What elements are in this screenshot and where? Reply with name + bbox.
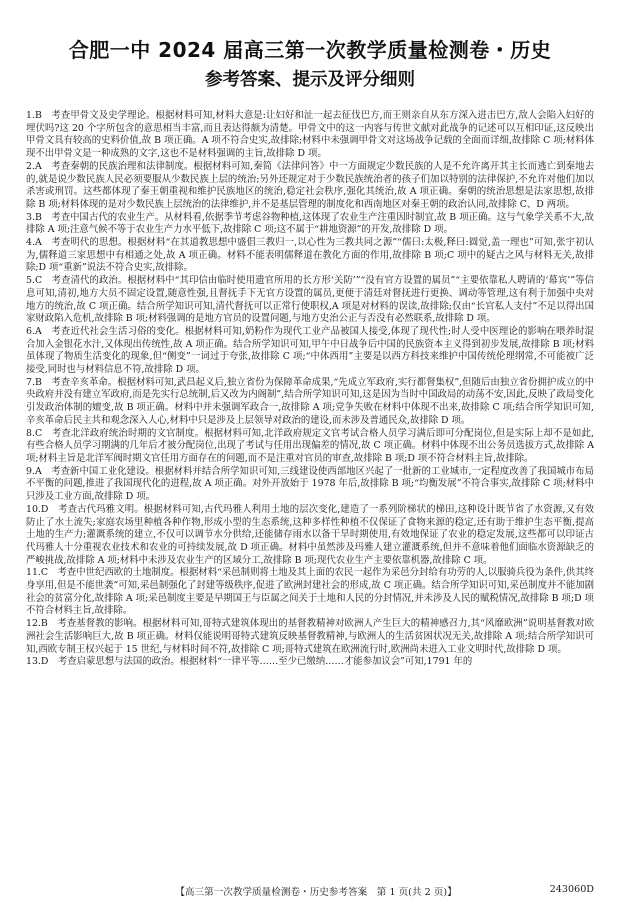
item-explanation: 考查启蒙思想与法国的政治。根据材料“一律平等……至少已缴纳……才能参加议会”可知,1791 年的 (57, 656, 473, 668)
answer-item-10 (26, 504, 594, 568)
item-explanation: 考查基督教的影响。根据材料可知,哥特式建筑体现出的基督教精神对欧洲人产生巨大的精神感召力,其“风靡欧洲”说明基督教对欧洲社会生活影响巨大,故 B 项正确。材料仅能说明哥特式建筑反映基督教精神,与欧洲人的生活贫困状况无关,故排除 A 项;结合所学知识可知,西欧专制王权兴起于 15 世纪,与材料时间不符,故排除 C 项;哥特式建筑在欧洲流行时,欧洲尚未进入工业文明时代,故排除 D 项。 (26, 618, 594, 655)
footer-code: 243060D (549, 884, 594, 895)
answer-item-13 (26, 656, 594, 669)
item-answer: A (34, 237, 42, 249)
answer-item-7 (26, 377, 594, 428)
item-answer: A (34, 465, 42, 477)
item-answer: D (40, 656, 49, 668)
item-explanation: 考查近代社会生活习俗的变化。根据材料可知,奶粉作为现代工业产品被国人接受,体现了现代性;时人受中医理论的影响在喂养时混合加入金银花水汁,又体现出传统性,故 A 项正确。结合所学知识可知,甲午中日战争后中国的民族资本主义得到初步发展,故排除 B 项;材料虽体现了物质生活变化的现象,但“侧变”一词过于夸张,故排除 C 项;“中体西用”主要是以西方科技来维护中国传统伦理纲常,不可能被广泛接受,同时也与材料信息不符,故排除 D 项。 (26, 325, 594, 376)
item-explanation: 考查明代的思想。根据材料“在其道教思想中盛倡三教归一,以心性为三教共同之源”“儒曰:太极,释曰:圆觉,盖一理也”可知,张宇初认为,儒释道三家思想中有相通之处,故 A 项正确。材料不能表明儒释道在教化方面的作用,故排除 B 项;C 项中的疑古之风与材料无关,故排除;D 项“重新”说法不符合史实,故排除。 (26, 237, 594, 274)
answer-item-8 (26, 428, 594, 466)
answer-item-4 (26, 237, 594, 275)
item-answer: B (34, 376, 42, 388)
item-number: 3. (26, 211, 35, 223)
item-explanation: 考查辛亥革命。根据材料可知,武昌起义后,独立省份为保障革命成果,“先成立军政府,实行都督集权”,但随后由独立省份拥护成立的中央政府并没有建立军政府,而是先实行总统制,后又改为内阁制”,结合所学知识可知,这是因为当时中国政局的动荡不安,因此,反映了政局变化引发政治体制的嬗变,故 B 项正确。材料中并未强调军政合一,故排除 A 项;党争失败在材料中体现不出来,故排除 C 项;结合所学知识可知,辛亥革命后民主共和观念深入人心,材料中只是涉及上层领导对政治的建设,而未涉及普通民众,故排除 D 项。 (26, 376, 594, 426)
item-number: 13. (26, 656, 41, 668)
page-subtitle: 参考答案、提示及评分细则 (205, 70, 415, 90)
page-title: 合肥一中 2024 届高三第一次教学质量检测卷・历史 (68, 38, 552, 62)
item-number: 2. (26, 160, 35, 172)
item-number: 5. (26, 275, 35, 287)
item-answer: B (34, 211, 42, 223)
item-answer: D (40, 503, 49, 515)
footer-page-info: 【高三第一次教学质量检测卷・历史参考答案 第 1 页(共 2 页)】 (175, 887, 457, 898)
item-explanation: 考查古代玛雅文明。根据材料可知,古代玛雅人利用土地的层次变化,建造了一系列阶梯状的梯田,这种设计既节省了水资源,又有效防止了水土流失;家庭农场里种植各种作物,形成小型的生态系统,这种多样性种植不仅保证了食物来源的稳定,还有助于维护生态平衡,提高土地的生产力;灌溉系统的建立,不仅可以调节水分供给,还能储存雨水以备干旱时期使用,有效地保证了农业的稳定发展,这些都可以印证古代玛雅人十分重视农业技术和农业的可持续发展,故 D 项正确。材料中虽然涉及玛雅人建立灌溉系统,但并不意味着他们面临水资源缺乏的严峻挑战,故排除 A 项;材料中未涉及农业生产的区域分工,故排除 B 项;现代农业生产主要依靠机器,故排除 C 项。 (26, 503, 594, 566)
answer-item-11 (26, 567, 594, 618)
answer-item-5 (26, 275, 594, 326)
item-explanation: 考查中国古代的农业生产。从材料看,依据季节考虑谷物种植,这体现了农业生产注重因时制宜,故 B 项正确。这与气象学关系不大,故排除 A 项;注意气候不等于农业生产力水平低下,故排除 C 项;这不属于“耕地资源”的开发,故排除 D 项。 (26, 211, 594, 236)
item-number: 8. (26, 427, 35, 439)
page-footer (26, 884, 594, 898)
item-answer: C (40, 567, 49, 579)
item-number: 6. (26, 325, 35, 337)
answer-item-6 (26, 326, 594, 377)
item-explanation: 考查新中国工业化建设。根据材料并结合所学知识可知,三线建设使西部地区兴起了一批新的工业城市,一定程度改善了我国城市布局不平衡的问题,推进了我国现代化的进程,故 A 项正确。对外开放始于 1978 年后,故排除 B 项;“均衡发展”不符合事实,故排除 C 项;材料中只涉及工业方面,故排除 D 项。 (26, 465, 594, 503)
item-answer: B (40, 618, 48, 630)
item-answer: C (34, 275, 43, 287)
item-answer: C (34, 427, 43, 439)
item-number: 12. (26, 618, 41, 630)
item-number: 7. (26, 376, 35, 388)
answer-item-12 (26, 618, 594, 656)
item-explanation: 考查清代的政治。根据材料中“其印信由临时使用遗官所用的长方形‘关防’”“没有官方设置的属员”“主要依靠私人聘请的‘幕宾’”等信息可知,清初,地方大员不固定设置,随意性强,且督抚手下无官方设置的属员,更便于清廷对督抚进行更换、调动等管理,这有利于加强中央对地方的统治,故 C 项正确。结合所学知识可知,清代督抚可以正常行使职权,A 项是对材料的误读,故排除;仅由“长官私人支付”不足以得出国家财政陷入危机,故排除 B 项;材料强调的是地方官员的设置问题,与地方史治公正与否没有必然联系,故排除 D 项。 (26, 275, 594, 325)
item-explanation: 考查甲骨文及史学理论。根据材料可知,材料大意是:让妇好和沚一起去征伐巴方,而王则亲自从东方深入进击巴方,敌人会陷入妇好的埋伏吗?这 20 个字所包含的意思相当丰富,而且表达得颇为清楚。甲骨文中的这一内容与传世文献对此战争的记述可以互相印证,这反映出甲骨文具有较高的史料价值,故 B 项正确。A 项不符合史实,故排除;材料中未强调甲骨文对这场战争记载的全面而详细,故排除 C 项;材料体现不出甲骨文是一种成熟的文字,这也不是材料强调的主旨,故排除 D 项。 (26, 110, 594, 160)
item-number: 4. (26, 237, 35, 249)
answer-item-1 (26, 110, 594, 161)
item-explanation: 考查北洋政府统治时期的文官制度。根据材料可知,北洋政府规定文官考试合格人员学习满后即可分配岗位,但是实际上却不是如此,有些合格人员学习期满的几年后才被分配岗位,出现了考试与任用出现偏差的情况,故 C 项正确。材料中体现不出公务员选拔方式,故排除 A 项;材料主旨是北洋军阀时期文官任用方面存在的问题,而不是注重对官员的审查,故排除 B 项;D 项不符合材料主旨,故排除。 (26, 427, 594, 464)
answer-item-2 (26, 161, 594, 212)
item-answer: B (34, 110, 42, 121)
item-answer: A (34, 325, 42, 337)
item-number: 9. (26, 465, 35, 477)
item-explanation: 考查秦朝的民族治理和法律制度。根据材料可知,秦简《法律问答》中一方面规定少数民族的人是不允许离开其主长而逃亡到秦地去的,就是说少数民族人民必须要服从少数民族上层的统治;另外还规定对于少数民族统治者的孩子们加以特别的法律保护,不允许对他们加以杀害或刑罚。这些都体现了秦王朝重视和维护民族地区的统治,稳定社会秩序,强化其统治,故 A 项正确。秦朝的统治思想是法家思想,故排除 B 项;材料体现的是对少数民族上层统治的法律维护,并不是基层管理的制度化和西南地区对秦王朝的政治认同,故排除 C、D 两项。 (26, 160, 594, 210)
answer-list (26, 110, 594, 669)
answer-item-3 (26, 212, 594, 237)
item-number: 11. (26, 567, 41, 579)
item-number: 1. (26, 110, 35, 121)
answer-item-9 (26, 466, 594, 504)
item-explanation: 考查中世纪西欧的土地制度。根据材料“采邑制则将土地及其上面的农民一起作为采邑分封给有功劳的人,以服骑兵役为条件,供其终身享用,但是不能世袭”可知,采邑制强化了封建等级秩序,促进了欧洲封建社会的形成,故 C 项正确。结合所学知识可知,采邑制度并不能加剧社会的贫富分化,故排除 A 项;采邑制度主要是早期国王与臣属之间关于土地和人民的分封情况,并未涉及人民的赋税情况,故排除 B 项;D 项不符合材料主旨,故排除。 (26, 567, 594, 617)
item-answer: A (34, 160, 42, 172)
item-number: 10. (26, 503, 41, 515)
